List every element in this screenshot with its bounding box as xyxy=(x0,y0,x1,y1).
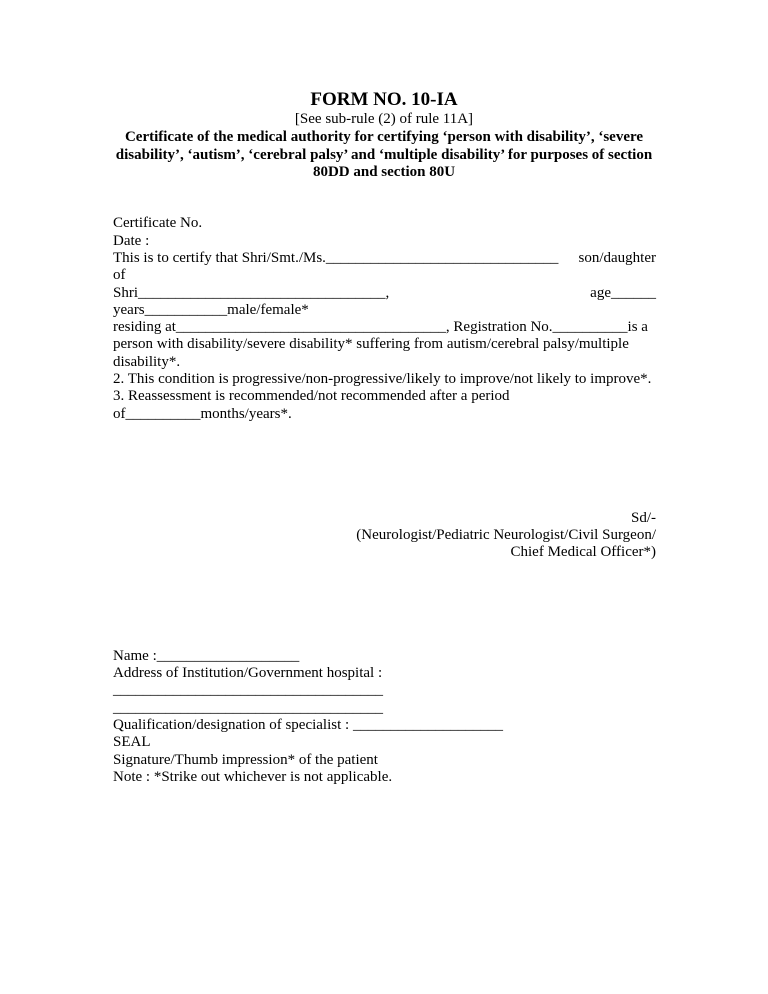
address-label: Address of Institution/Government hospital : xyxy=(113,665,383,681)
form-description-line-1: Certificate of the medical authority for certifying ‘person with disability’, ‘severe xyxy=(124,129,644,145)
qualification-field: Qualification/designation of specialist : ____________________ xyxy=(113,717,503,733)
of-text: of xyxy=(113,267,126,283)
address-blank-1: ____________________________________ xyxy=(113,682,383,698)
certify-text: This is to certify that Shri/Smt./Ms._______________________________ xyxy=(113,250,559,266)
period-line: of__________months/years*. xyxy=(113,406,292,422)
note-text: Note : *Strike out whichever is not applicable. xyxy=(113,769,393,785)
shri-age-row xyxy=(113,285,656,302)
name-field: Name :___________________ xyxy=(113,648,300,664)
form-title: FORM NO. 10-IA xyxy=(310,89,458,110)
son-daughter-text: son/daughter xyxy=(578,250,656,266)
certificate-number-label: Certificate No. xyxy=(113,215,203,231)
shri-blank: Shri_________________________________, xyxy=(113,285,390,301)
form-subtitle: [See sub-rule (2) of rule 11A] xyxy=(294,111,474,127)
person-disability-line: person with disability/severe disability* suffering from autism/cerebral palsy/multiple xyxy=(113,336,629,352)
years-gender-line: years___________male/female* xyxy=(113,302,309,318)
condition-line: 2. This condition is progressive/non-progressive/likely to improve/not likely to improve*. xyxy=(113,371,652,387)
signature-designation-line-2: Chief Medical Officer*) xyxy=(510,544,656,560)
signature-designation-line-1: (Neurologist/Pediatric Neurologist/Civil Surgeon/ xyxy=(356,527,656,543)
reassessment-line: 3. Reassessment is recommended/not recommended after a period xyxy=(113,388,510,404)
thumb-impression-label: Signature/Thumb impression* of the patient xyxy=(113,752,378,768)
age-blank: age______ xyxy=(590,285,656,301)
disability-line: disability*. xyxy=(113,354,181,370)
residing-line: residing at____________________________________, Registration No.__________is a xyxy=(113,319,648,335)
form-description-line-3: 80DD and section 80U xyxy=(312,164,456,180)
form-description-line-2: disability’, ‘autism’, ‘cerebral palsy’ and ‘multiple disability’ for purposes of section xyxy=(115,147,653,163)
certify-row xyxy=(113,250,656,267)
date-label: Date : xyxy=(113,233,150,249)
seal-label: SEAL xyxy=(113,734,151,750)
address-blank-2: ____________________________________ xyxy=(113,700,383,716)
signature-sd: Sd/- xyxy=(630,510,656,526)
